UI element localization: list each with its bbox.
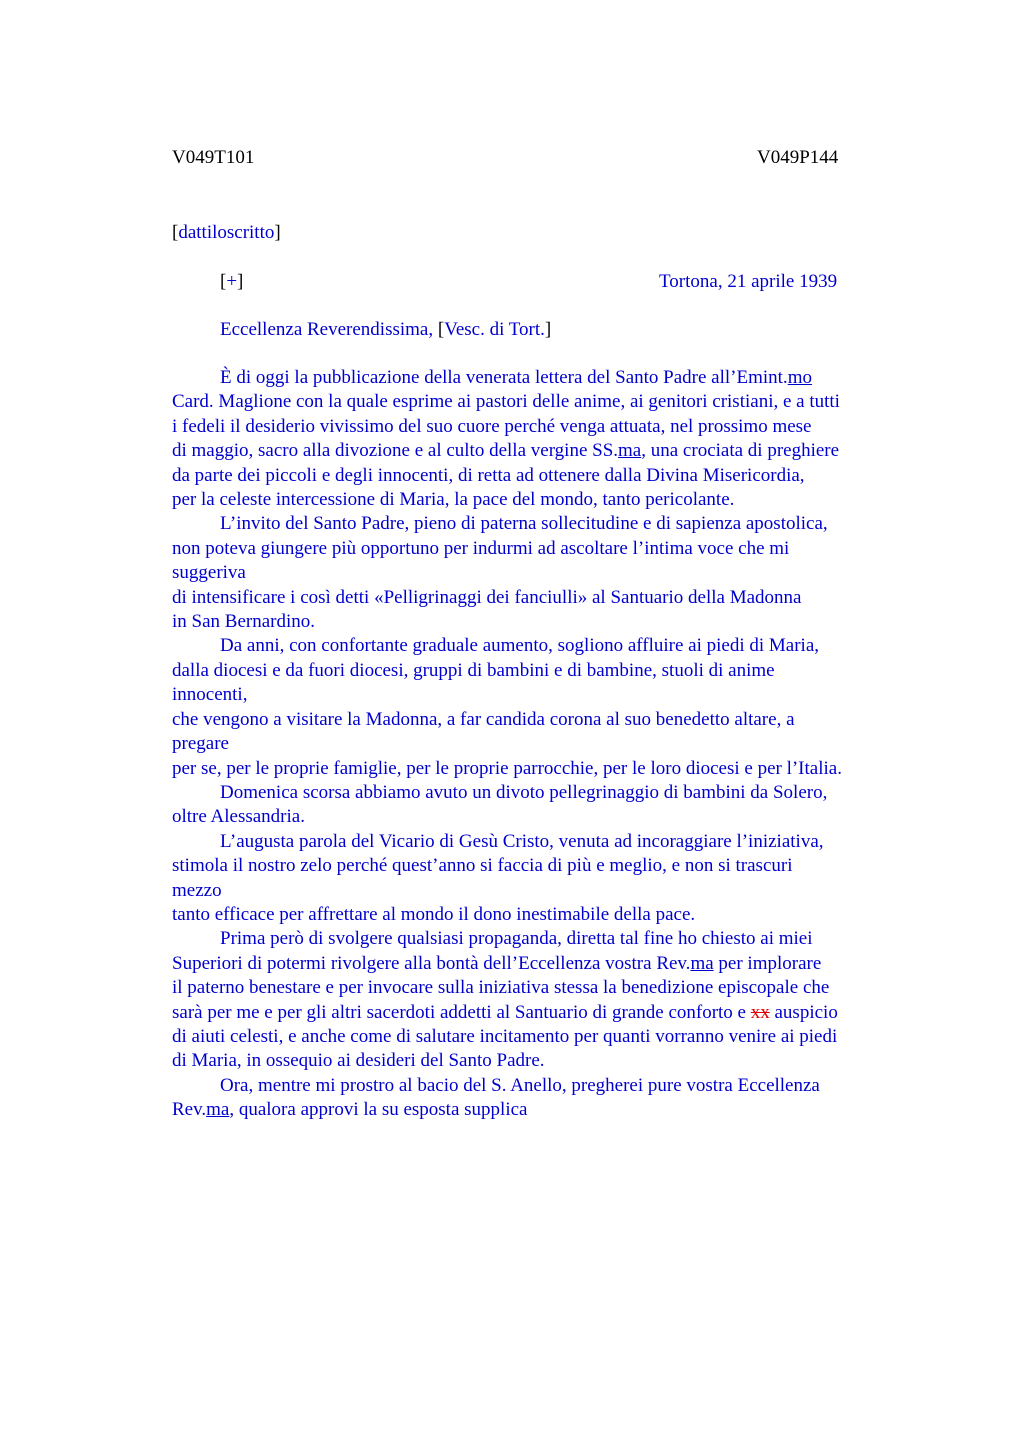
body-line: È di oggi la pubblicazione della venerata lettera del Santo Padre all’Emint.mo <box>220 367 812 388</box>
body-line: Superiori di potermi rivolgere alla bontà dell’Eccellenza vostra Rev.ma per implorare <box>172 952 822 974</box>
body-line: sarà per me e per gli altri sacerdoti addetti al Santuario di grande conforto e xx auspicio <box>172 1001 838 1023</box>
salutation-note: Vesc. di Tort. <box>444 319 545 340</box>
salutation: Eccellenza Reverendissima, [Vesc. di Tort.] <box>220 319 552 340</box>
body-line: tanto efficace per affrettare al mondo il dono inestimabile della pace. <box>172 903 696 925</box>
body-line: Domenica scorsa abbiamo avuto un divoto pellegrinaggio di bambini da Solero, <box>220 781 828 803</box>
header-left-code: V049T101 <box>172 147 255 168</box>
body-line: Da anni, con confortante graduale aumento, sogliono affluire ai piedi di Maria, <box>220 635 820 657</box>
body-line: Ora, mentre mi prostro al bacio del S. Anello, pregherei pure vostra Eccellenza <box>220 1074 820 1096</box>
body-line: suggeriva <box>172 562 246 584</box>
body-line: L’invito del Santo Padre, pieno di paterna sollecitudine e di sapienza apostolica, <box>220 513 828 535</box>
body-line: in San Bernardino. <box>172 611 316 633</box>
body-line: da parte dei piccoli e degli innocenti, di retta ad ottenere dalla Divina Misericordia, <box>172 464 805 486</box>
letter-date: Tortona, 21 aprile 1939 <box>659 271 838 292</box>
body-line: innocenti, <box>172 684 248 706</box>
doc-type-label: dattiloscritto <box>178 222 275 243</box>
body-line: per se, per le proprie famiglie, per le proprie parrocchie, per le loro diocesi e per l’Italia. <box>172 757 842 779</box>
salutation-text: Eccellenza Reverendissima, <box>220 319 438 340</box>
body-line: per la celeste intercessione di Maria, la pace del mondo, tanto pericolante. <box>172 489 735 511</box>
body-line: Card. Maglione con la quale esprime ai pastori delle anime, ai genitori cristiani, e a tutti <box>172 391 840 413</box>
body-line: che vengono a visitare la Madonna, a far candida corona al suo benedetto altare, a <box>172 708 795 730</box>
body-line: di aiuti celesti, e anche come di salutare incitamento per quanti vorranno venire ai piedi <box>172 1025 838 1047</box>
body-line: oltre Alessandria. <box>172 806 305 828</box>
body-line: il paterno benestare e per invocare sulla iniziativa stessa la benedizione episcopale che <box>172 977 830 999</box>
body-line: dalla diocesi e da fuori diocesi, gruppi di bambini e di bambine, stuoli di anime <box>172 659 775 681</box>
body-line: di Maria, in ossequio ai desideri del Santo Padre. <box>172 1050 545 1072</box>
body-line: Rev.ma, qualora approvi la su esposta supplica <box>172 1099 528 1121</box>
cross-symbol: + <box>226 271 238 292</box>
doc-type-note: [dattiloscritto] <box>172 222 281 243</box>
body-line: i fedeli il desiderio vivissimo del suo cuore perché venga attuata, nel prossimo mese <box>172 415 812 437</box>
body-line: non poteva giungere più opportuno per indurmi ad ascoltare l’intima voce che mi <box>172 537 790 559</box>
header-right-code: V049P144 <box>757 147 839 168</box>
body-line: pregare <box>172 733 229 755</box>
body-line: Prima però di svolgere qualsiasi propaganda, diretta tal fine ho chiesto ai miei <box>220 928 813 950</box>
body-line: di intensificare i così detti «Pelligrinaggi dei fanciulli» al Santuario della Madonna <box>172 586 802 608</box>
body-line: di maggio, sacro alla divozione e al culto della vergine SS.ma, una crociata di preghiere <box>172 440 840 462</box>
body-line: L’augusta parola del Vicario di Gesù Cristo, venuta ad incoraggiare l’iniziativa, <box>220 830 824 852</box>
body-line: stimola il nostro zelo perché quest’anno si faccia di più e meglio, e non si trascuri <box>172 855 793 877</box>
letter-body <box>172 366 912 1123</box>
body-line: mezzo <box>172 879 222 901</box>
cross-mark: [+] <box>220 271 244 292</box>
deleted-text: xx <box>750 1001 770 1023</box>
